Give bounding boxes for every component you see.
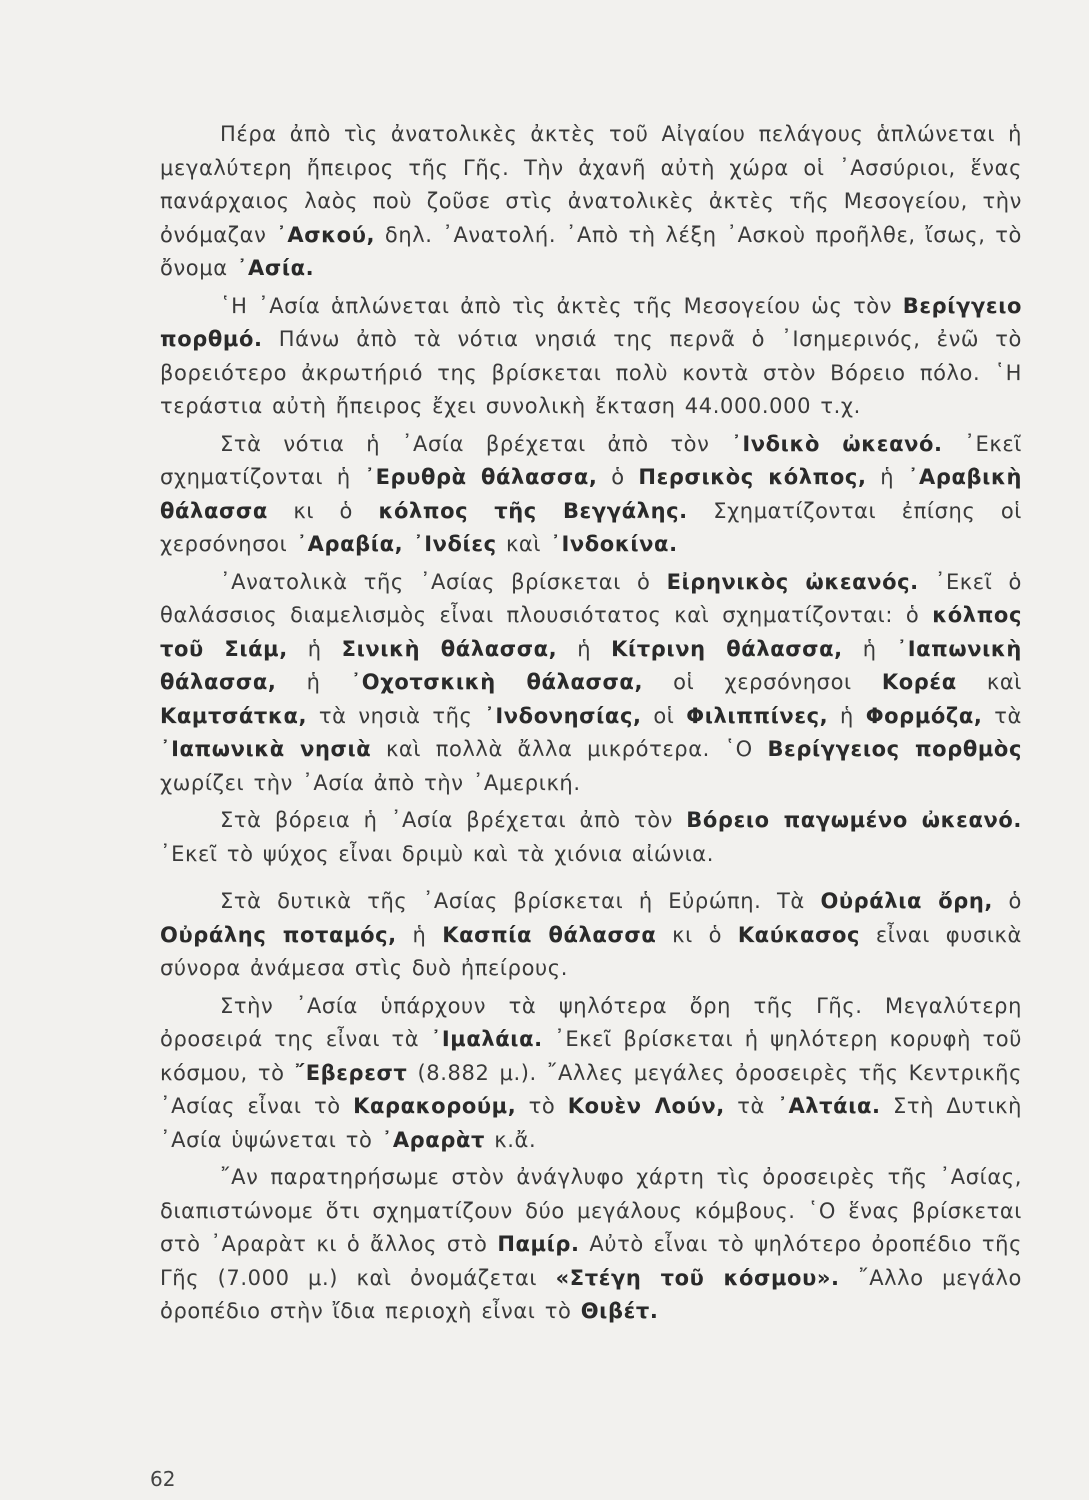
text-run: χωρίζει τὴν ᾿Ασία ἀπὸ τὴν ᾿Αμερική. [160, 770, 581, 795]
text-run: Στὴ Δυτικὴ ᾿Ασία ὑψώνεται τὸ [160, 1094, 1022, 1152]
text-run: τὰ νησιὰ τῆς [307, 703, 485, 728]
text-run: Αὐτὸ εἶναι τὸ ψηλότερο ὀροπέδιο τῆς Γῆς (7.000 μ.) καὶ ὀνομάζεται [160, 1232, 1022, 1290]
bold-term: Κίτρινη θάλασσα, [611, 636, 843, 661]
text-run: Στὴν ᾿Ασία ὑπάρχουν τὰ ψηλότερα ὄρη τῆς Γῆς. Μεγαλύτερη ὀροσειρά της εἶναι τὰ [160, 993, 1022, 1051]
text-run: Πέρα ἀπὸ τὶς ἀνατολικὲς ἀκτὲς τοῦ Αἰγαίου πελάγους ἁπλώνεται ἡ μεγαλύτερη ἤπειρος τῆς Γῆς. Τὴν ἀχανῆ αὐτὴ χώρα οἱ ᾿Ασσύριοι, ἕνας πανάρχαιος λαὸς ποὺ ζοῦσε στὶς ἀνατολικὲς ἀκτὲς τῆς Μεσογείου, τὴν ὀνόμαζαν [160, 122, 1022, 247]
bold-term: κόλπος τῆς Βεγγάλης. [378, 498, 688, 523]
text-run: Πάνω ἀπὸ τὰ νότια νησιά της περνᾶ ὁ ᾿Ισημερινός, ἐνῶ τὸ βορειότερο ἀκρωτήριό της βρίσκεται πολὺ κοντὰ στὸν Βόρειο πόλο. ῾Η τεράστια αὐτὴ ἤπειρος ἔχει συνολικὴ ἔκταση 44.000.000 τ.χ. [160, 327, 1022, 418]
text-run: ᾿Ανατολικὰ τῆς ᾿Ασίας βρίσκεται ὁ [220, 569, 667, 594]
bold-term: ᾿Ινδονησίας, [484, 703, 642, 728]
text-run: οἱ [641, 703, 687, 728]
text-run: ῎Αν παρατηρήσωμε στὸν ἀνάγλυφο χάρτη τὶς ὀροσειρὲς τῆς ᾿Ασίας, διαπιστώνομε ὅτι σχηματίζουν δύο μεγάλους κόμβους. ῾Ο ἕνας βρίσκεται στὸ ᾿Αραρὰτ κι ὁ ἄλλος στὸ [160, 1165, 1022, 1256]
bold-term: Βόρειο παγωμένο ὠκεανό. [686, 808, 1023, 832]
text-run: ἡ [828, 703, 866, 728]
text-run: ὁ [993, 889, 1022, 913]
text-run: Σχηματίζονται ἐπίσης οἱ χερσόνησοι [160, 498, 1022, 556]
text-run: δηλ. ᾿Ανατολή. ᾿Απὸ τὴ λέξη ᾿Ασκοὺ προῆλθε, ἴσως, τὸ ὄνομα [160, 222, 1022, 280]
bold-term: ᾿Αραρὰτ [381, 1127, 485, 1152]
bold-term: ᾿Ιμαλάια. [430, 1027, 543, 1051]
bold-term: Φορμόζα, [865, 703, 983, 728]
bold-term: Παμίρ. [497, 1232, 580, 1256]
text-run: εἶναι φυσικὰ σύνορα ἀνάμεσα στὶς δυὸ ἠπείρους. [160, 922, 1022, 980]
text-run: ᾿Εκεῖ ὁ θαλάσσιος διαμελισμὸς εἶναι πλουσιότατος καὶ σχηματίζονται: ὁ [160, 569, 1022, 627]
text-run: ἡ [866, 465, 908, 489]
bold-term: Σινικὴ θάλασσα, [341, 636, 558, 661]
bold-term: ᾿Οχοτσκικὴ θάλασσα, [350, 670, 644, 694]
text-run: ἡ [396, 922, 443, 947]
paragraph-asia-name [160, 118, 1022, 286]
text-run: τὰ [724, 1094, 778, 1118]
text-run: τὰ [982, 703, 1022, 728]
text-run: ὁ [597, 465, 639, 489]
text-run: ᾿Εκεῖ βρίσκεται ἡ ψηλότερη κορυφὴ τοῦ κόσμου, τὸ [160, 1027, 1022, 1085]
paragraph-asia-extent [160, 290, 1022, 424]
text-run: ἡ [287, 636, 342, 661]
text-run: καὶ [496, 532, 551, 556]
paragraph-south-seas [160, 428, 1022, 562]
paragraph-mountains [160, 990, 1022, 1158]
paragraph-plateaus [160, 1161, 1022, 1329]
paragraph-west-borders [160, 885, 1022, 986]
bold-term: Εἰρηνικὸς ὠκεανός. [666, 569, 919, 594]
bold-term: Καρακορούμ, [353, 1094, 517, 1118]
bold-term: ᾿Αραβικὴ θάλασσα [160, 465, 1023, 523]
bold-term: Κορέα [881, 670, 957, 694]
text-run: ῾Η ᾿Ασία ἁπλώνεται ἀπὸ τὶς ἀκτὲς τῆς Μεσογείου ὡς τὸν [220, 293, 903, 318]
text-run: καὶ [956, 670, 1023, 694]
bold-term: ᾿Αλτάια. [777, 1094, 881, 1118]
bold-term: ᾿Αραβία, ᾿Ινδίες [296, 532, 497, 556]
bold-term: Περσικὸς κόλπος, [638, 465, 867, 489]
paragraph-north-arctic [160, 804, 1022, 871]
text-run: Στὰ δυτικὰ τῆς ᾿Ασίας βρίσκεται ἡ Εὐρώπη. Τὰ [220, 889, 821, 913]
page-number: 62 [150, 1467, 176, 1491]
text-run: οἱ χερσόνησοι [643, 670, 882, 694]
bold-term: Οὐράλης ποταμός, [160, 922, 397, 947]
bold-term: ᾿Ιαπωνικὴ θάλασσα, [160, 636, 1022, 694]
paragraph-east-pacific [160, 566, 1022, 801]
text-run: κι ὁ [656, 922, 738, 947]
bold-term: Καμτσάτκα, [160, 703, 308, 728]
bold-term: Οὐράλια ὄρη, [820, 889, 993, 913]
bold-term: Βερίγγειο πορθμό. [160, 293, 1022, 351]
bold-term: ᾿Ασία. [236, 256, 315, 280]
page-body [160, 118, 1022, 1333]
text-run: τὸ [516, 1094, 568, 1118]
bold-term: Κουὲν Λούν, [567, 1094, 725, 1118]
text-run: (8.882 μ.). ῎Αλλες μεγάλες ὀροσειρὲς τῆς Κεντρικῆς ᾿Ασίας εἶναι τὸ [160, 1060, 1023, 1118]
text-run: Στὰ βόρεια ἡ ᾿Ασία βρέχεται ἀπὸ τὸν [220, 808, 687, 832]
text-run: ἡ [276, 670, 351, 694]
bold-term: ῎Εβερεστ [294, 1060, 408, 1085]
text-run: κ.ἄ. [485, 1127, 537, 1152]
text-run: ἡ [842, 636, 897, 661]
bold-term: Κασπία θάλασσα [442, 922, 657, 947]
bold-term: κόλπος τοῦ Σιάμ, [160, 603, 1022, 661]
bold-term: ᾿Ινδικὸ ὠκεανό. [731, 431, 943, 456]
bold-term: Φιλιππίνες, [686, 703, 829, 728]
text-run: Στὰ νότια ἡ ᾿Ασία βρέχεται ἀπὸ τὸν [220, 431, 732, 456]
bold-term: Θιβέτ. [580, 1299, 659, 1323]
bold-term: ᾿Ερυθρὰ θάλασσα, [364, 465, 598, 489]
text-run: καὶ πολλὰ ἄλλα μικρότερα. ῾Ο [371, 737, 768, 761]
bold-term: ᾿Ιαπωνικὰ νησιὰ [160, 737, 372, 761]
text-run: ᾿Εκεῖ σχηματίζονται ἡ [160, 431, 1022, 489]
text-run: ῎Αλλο μεγάλο ὀροπέδιο στὴν ἴδια περιοχὴ εἶναι τὸ [160, 1265, 1022, 1323]
bold-term: ᾿Ασκού, [276, 222, 376, 247]
text-run: ἡ [557, 636, 612, 661]
bold-term: «Στέγη τοῦ κόσμου». [555, 1265, 840, 1290]
bold-term: Καύκασος [737, 922, 861, 947]
bold-term: Βερίγγειος πορθμὸς [767, 737, 1022, 761]
bold-term: ᾿Ινδοκίνα. [550, 532, 678, 556]
text-run: κι ὁ [267, 498, 379, 523]
text-run: ᾿Εκεῖ τὸ ψύχος εἶναι δριμὺ καὶ τὰ χιόνια αἰώνια. [160, 841, 714, 866]
